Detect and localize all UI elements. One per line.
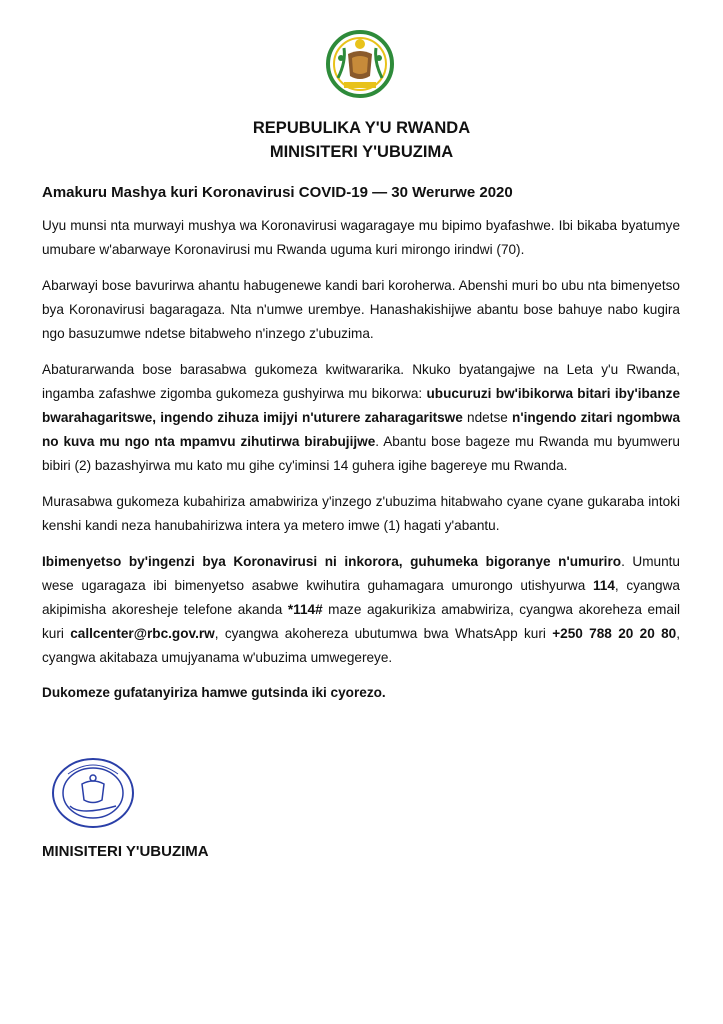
paragraph-3-text-1: Abaturarwanda bose barasabwa gukomeza kwitwararika. Nkuko byatangajwe na Leta y'u Rwanda, ingamba zafashwe zigomba gukomeza gushyirwa mu bikorwa: [42, 362, 680, 401]
paragraph-5-text-2: , cyangwa akipimisha akoresheje telefone akanda [42, 578, 680, 617]
paragraph-5-text-1: . Umuntu wese ugaragaza ibi bimenyetso asabwe kwihutira guhamagara umurongo utishyurwa [42, 554, 680, 593]
paragraph-3-bold-1: ubucuruzi bw'ibikorwa bitari iby'ibanze bwarahagaritswe, ingendo zihuza imijyi n'uturere zaharagaritswe [42, 386, 681, 425]
paragraph-3-text-3: . Abantu bose bageze mu Rwanda mu byumweru bibiri (2) bazashyirwa mu kato mu gihe cy'iminsi 14 guhera igihe bagereye mu Rwanda. [42, 434, 680, 473]
paragraph-5-text-3: maze agakurikiza amabwiriza, cyangwa akoreheza email kuri [42, 602, 680, 641]
paragraph-3-text-2: ndetse [462, 410, 513, 425]
paragraph-5-text-5: , cyangwa akitabaza umujyanama w'ubuzima umwegereye. [42, 626, 681, 665]
closing-statement: Dukomeze gufatanyiriza hamwe gutsinda iki cyorezo. [42, 685, 386, 700]
republic-heading: REPUBULIKA Y'U RWANDA [252, 119, 471, 137]
document-body [42, 182, 680, 704]
paragraph-5 [42, 550, 680, 670]
paragraph-1: Uyu munsi nta murwayi mushya wa Koronavirusi wagaragaye mu bipimo byafashwe. Ibi bikaba byatumye umubare w'abarwaye Koronavirusi mu Rwanda uguma kuri mirongo irindwi (70). [42, 218, 680, 257]
paragraph-3-bold-2: n'ingendo zitari ngombwa no kuva mu ngo nta mpamvu zihutirwa birabujijwe [42, 410, 680, 449]
hotline-number: 114 [592, 578, 615, 593]
paragraph-4: Murasabwa gukomeza kubahiriza amabwiriza y'inzego z'ubuzima hitabwaho cyane cyane gukaraba intoki kenshi kandi neza hanubahirizwa intera ya metero imwe (1) hagati y'abantu. [42, 494, 680, 533]
paragraph-3 [42, 358, 680, 478]
paragraph-2: Abarwayi bose bavurirwa ahantu habugenewe kandi bari koroherwa. Abenshi muri bo ubu nta bimenyetso bya Koronavirusi bagaragaza. Nta n'umwe urembye. Hanashakishijwe abantu bose bahuye nabo kugira ngo basuzumwe ndetse bitabweho n'inzego z'ubuzima. [42, 278, 680, 341]
contact-email: callcenter@rbc.gov.rw [70, 626, 215, 641]
whatsapp-number: +250 788 20 20 80 [552, 626, 677, 641]
rwanda-coat-of-arms-emblem [326, 28, 394, 100]
signature-ministry-name: MINISITERI Y'UBUZIMA [42, 843, 209, 860]
letterhead [0, 116, 723, 164]
paragraph-5-text-4: , cyangwa akohereza ubutumwa bwa WhatsApp kuri [214, 626, 553, 641]
ministry-heading: MINISITERI Y'UBUZIMA [269, 143, 454, 161]
ussd-code: *114# [287, 602, 323, 617]
document-title: Amakuru Mashya kuri Koronavirusi COVID-19 — 30 Werurwe 2020 [42, 184, 513, 201]
ministry-stamp [50, 756, 136, 830]
paragraph-5-bold-1: Ibimenyetso by'ingenzi bya Koronavirusi ni inkorora, guhumeka bigoranye n'umuriro [42, 554, 622, 569]
